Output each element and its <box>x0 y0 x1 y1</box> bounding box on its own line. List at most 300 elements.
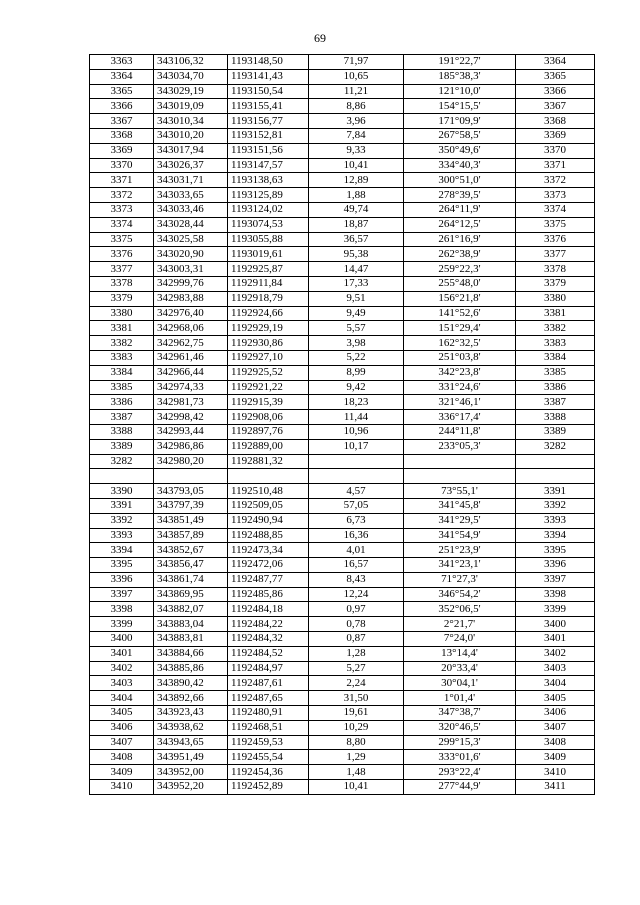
y-coordinate-cell: 1193155,41 <box>228 99 309 114</box>
point-number-cell: 3389 <box>90 439 154 454</box>
distance-cell: 0,87 <box>309 632 404 647</box>
table-row <box>90 602 595 617</box>
point-number-cell: 3403 <box>90 676 154 691</box>
distance-cell: 2,24 <box>309 676 404 691</box>
y-coordinate-cell: 1192918,79 <box>228 291 309 306</box>
distance-cell: 1,88 <box>309 188 404 203</box>
table-row <box>90 617 595 632</box>
bearing-cell: 13°14,4' <box>404 646 516 661</box>
next-point-cell: 3398 <box>516 587 595 602</box>
bearing-cell: 264°12,5' <box>404 217 516 232</box>
point-number-cell: 3364 <box>90 69 154 84</box>
point-number-cell: 3398 <box>90 602 154 617</box>
y-coordinate-cell: 1192487,77 <box>228 572 309 587</box>
x-coordinate-cell: 343869,95 <box>154 587 228 602</box>
x-coordinate-cell: 343885,86 <box>154 661 228 676</box>
point-number-cell: 3377 <box>90 262 154 277</box>
next-point-cell: 3381 <box>516 306 595 321</box>
coordinates-table-body <box>90 55 595 795</box>
x-coordinate-cell: 343852,67 <box>154 543 228 558</box>
next-point-cell: 3387 <box>516 395 595 410</box>
x-coordinate-cell: 343010,20 <box>154 128 228 143</box>
point-number-cell: 3396 <box>90 572 154 587</box>
distance-cell: 1,48 <box>309 765 404 780</box>
x-coordinate-cell: 342968,06 <box>154 321 228 336</box>
y-coordinate-cell: 1192484,52 <box>228 646 309 661</box>
x-coordinate-cell: 343017,94 <box>154 143 228 158</box>
table-row <box>90 410 595 425</box>
table-row <box>90 720 595 735</box>
y-coordinate-cell: 1192911,84 <box>228 276 309 291</box>
distance-cell: 49,74 <box>309 202 404 217</box>
point-number-cell: 3385 <box>90 380 154 395</box>
point-number-cell: 3380 <box>90 306 154 321</box>
x-coordinate-cell: 343797,39 <box>154 498 228 513</box>
next-point-cell <box>516 454 595 469</box>
next-point-cell: 3282 <box>516 439 595 454</box>
bearing-cell: 341°29,5' <box>404 513 516 528</box>
point-number-cell: 3374 <box>90 217 154 232</box>
table-row <box>90 735 595 750</box>
bearing-cell <box>404 454 516 469</box>
point-number-cell: 3390 <box>90 484 154 499</box>
point-number-cell: 3282 <box>90 454 154 469</box>
bearing-cell: 341°54,9' <box>404 528 516 543</box>
distance-cell: 10,96 <box>309 424 404 439</box>
bearing-cell: 255°48,0' <box>404 276 516 291</box>
distance-cell: 8,86 <box>309 99 404 114</box>
next-point-cell: 3394 <box>516 528 595 543</box>
y-coordinate-cell: 1192484,32 <box>228 632 309 647</box>
point-number-cell: 3400 <box>90 632 154 647</box>
bearing-cell: 233°05,3' <box>404 439 516 454</box>
bearing-cell: 321°46,1' <box>404 395 516 410</box>
distance-cell: 36,57 <box>309 232 404 247</box>
bearing-cell: 1°01,4' <box>404 691 516 706</box>
x-coordinate-cell: 342966,44 <box>154 365 228 380</box>
x-coordinate-cell: 342980,20 <box>154 454 228 469</box>
bearing-cell: 251°23,9' <box>404 543 516 558</box>
bearing-cell: 154°15,5' <box>404 99 516 114</box>
x-coordinate-cell: 343020,90 <box>154 247 228 262</box>
table-row <box>90 513 595 528</box>
next-point-cell: 3384 <box>516 350 595 365</box>
x-coordinate-cell: 342961,46 <box>154 350 228 365</box>
y-coordinate-cell: 1193152,81 <box>228 128 309 143</box>
x-coordinate-cell: 343033,65 <box>154 188 228 203</box>
page-number: 69 <box>314 31 326 45</box>
table-row <box>90 424 595 439</box>
table-row <box>90 99 595 114</box>
x-coordinate-cell: 343106,32 <box>154 55 228 70</box>
x-coordinate-cell: 343793,05 <box>154 484 228 499</box>
x-coordinate-cell: 343943,65 <box>154 735 228 750</box>
table-row <box>90 439 595 454</box>
distance-cell <box>309 454 404 469</box>
table-row <box>90 498 595 513</box>
table-row <box>90 306 595 321</box>
point-number-cell: 3395 <box>90 558 154 573</box>
next-point-cell: 3375 <box>516 217 595 232</box>
y-coordinate-cell: 1193125,89 <box>228 188 309 203</box>
table-row <box>90 350 595 365</box>
bearing-cell: 2°21,7' <box>404 617 516 632</box>
x-coordinate-cell: 343890,42 <box>154 676 228 691</box>
point-number-cell: 3371 <box>90 173 154 188</box>
distance-cell: 11,21 <box>309 84 404 99</box>
y-coordinate-cell: 1192509,05 <box>228 498 309 513</box>
x-coordinate-cell: 343856,47 <box>154 558 228 573</box>
table-row <box>90 484 595 499</box>
distance-cell: 10,41 <box>309 158 404 173</box>
x-coordinate-cell: 342981,73 <box>154 395 228 410</box>
y-coordinate-cell: 1192480,91 <box>228 706 309 721</box>
next-point-cell: 3399 <box>516 602 595 617</box>
x-coordinate-cell: 343952,20 <box>154 780 228 795</box>
x-coordinate-cell: 343951,49 <box>154 750 228 765</box>
bearing-cell: 261°16,9' <box>404 232 516 247</box>
table-row <box>90 69 595 84</box>
x-coordinate-cell: 342998,42 <box>154 410 228 425</box>
x-coordinate-cell: 343028,44 <box>154 217 228 232</box>
x-coordinate-cell: 342999,76 <box>154 276 228 291</box>
next-point-cell <box>516 469 595 484</box>
next-point-cell: 3371 <box>516 158 595 173</box>
y-coordinate-cell: 1193141,43 <box>228 69 309 84</box>
next-point-cell: 3372 <box>516 173 595 188</box>
table-row <box>90 676 595 691</box>
table-row <box>90 380 595 395</box>
table-row <box>90 143 595 158</box>
table-row <box>90 321 595 336</box>
table-row <box>90 765 595 780</box>
bearing-cell: 7°24,0' <box>404 632 516 647</box>
y-coordinate-cell: 1192930,86 <box>228 336 309 351</box>
x-coordinate-cell: 343884,66 <box>154 646 228 661</box>
x-coordinate-cell: 343952,00 <box>154 765 228 780</box>
next-point-cell: 3369 <box>516 128 595 143</box>
point-number-cell: 3375 <box>90 232 154 247</box>
bearing-cell: 299°15,3' <box>404 735 516 750</box>
next-point-cell: 3378 <box>516 262 595 277</box>
y-coordinate-cell: 1192472,06 <box>228 558 309 573</box>
bearing-cell: 264°11,9' <box>404 202 516 217</box>
bearing-cell: 71°27,3' <box>404 572 516 587</box>
next-point-cell: 3393 <box>516 513 595 528</box>
y-coordinate-cell: 1192487,61 <box>228 676 309 691</box>
y-coordinate-cell: 1192484,18 <box>228 602 309 617</box>
x-coordinate-cell: 343861,74 <box>154 572 228 587</box>
distance-cell: 17,33 <box>309 276 404 291</box>
bearing-cell: 267°58,5' <box>404 128 516 143</box>
next-point-cell: 3408 <box>516 735 595 750</box>
y-coordinate-cell: 1192468,51 <box>228 720 309 735</box>
y-coordinate-cell: 1192510,48 <box>228 484 309 499</box>
table-row <box>90 454 595 469</box>
point-number-cell: 3376 <box>90 247 154 262</box>
x-coordinate-cell: 342962,75 <box>154 336 228 351</box>
table-row <box>90 632 595 647</box>
table-row <box>90 572 595 587</box>
y-coordinate-cell: 1193074,53 <box>228 217 309 232</box>
distance-cell: 11,44 <box>309 410 404 425</box>
bearing-cell: 278°39,5' <box>404 188 516 203</box>
x-coordinate-cell: 342976,40 <box>154 306 228 321</box>
y-coordinate-cell: 1192927,10 <box>228 350 309 365</box>
distance-cell: 0,78 <box>309 617 404 632</box>
table-row <box>90 158 595 173</box>
distance-cell: 19,61 <box>309 706 404 721</box>
bearing-cell: 333°01,6' <box>404 750 516 765</box>
distance-cell: 9,42 <box>309 380 404 395</box>
coordinates-table <box>89 54 595 795</box>
distance-cell: 5,22 <box>309 350 404 365</box>
point-number-cell: 3363 <box>90 55 154 70</box>
point-number-cell: 3408 <box>90 750 154 765</box>
point-number-cell: 3410 <box>90 780 154 795</box>
y-coordinate-cell: 1192925,87 <box>228 262 309 277</box>
distance-cell: 95,38 <box>309 247 404 262</box>
next-point-cell: 3400 <box>516 617 595 632</box>
distance-cell: 12,24 <box>309 587 404 602</box>
y-coordinate-cell: 1192484,22 <box>228 617 309 632</box>
bearing-cell: 336°17,4' <box>404 410 516 425</box>
table-row <box>90 247 595 262</box>
x-coordinate-cell: 343892,66 <box>154 691 228 706</box>
bearing-cell: 73°55,1' <box>404 484 516 499</box>
x-coordinate-cell: 342993,44 <box>154 424 228 439</box>
next-point-cell: 3365 <box>516 69 595 84</box>
bearing-cell <box>404 469 516 484</box>
y-coordinate-cell: 1193147,57 <box>228 158 309 173</box>
next-point-cell: 3364 <box>516 55 595 70</box>
bearing-cell: 185°38,3' <box>404 69 516 84</box>
point-number-cell: 3394 <box>90 543 154 558</box>
y-coordinate-cell: 1192924,66 <box>228 306 309 321</box>
table-row <box>90 646 595 661</box>
table-row <box>90 750 595 765</box>
table-row <box>90 262 595 277</box>
point-number-cell: 3404 <box>90 691 154 706</box>
bearing-cell: 156°21,8' <box>404 291 516 306</box>
next-point-cell: 3409 <box>516 750 595 765</box>
table-row <box>90 661 595 676</box>
point-number-cell: 3368 <box>90 128 154 143</box>
x-coordinate-cell: 342983,88 <box>154 291 228 306</box>
y-coordinate-cell: 1192484,97 <box>228 661 309 676</box>
table-row <box>90 587 595 602</box>
distance-cell: 5,27 <box>309 661 404 676</box>
table-row <box>90 780 595 795</box>
table-row <box>90 395 595 410</box>
point-number-cell: 3392 <box>90 513 154 528</box>
distance-cell <box>309 469 404 484</box>
bearing-cell: 320°46,5' <box>404 720 516 735</box>
distance-cell: 5,57 <box>309 321 404 336</box>
distance-cell: 1,29 <box>309 750 404 765</box>
next-point-cell: 3395 <box>516 543 595 558</box>
table-row <box>90 232 595 247</box>
next-point-cell: 3391 <box>516 484 595 499</box>
next-point-cell: 3366 <box>516 84 595 99</box>
x-coordinate-cell: 343003,31 <box>154 262 228 277</box>
next-point-cell: 3376 <box>516 232 595 247</box>
bearing-cell: 331°24,6' <box>404 380 516 395</box>
table-row <box>90 217 595 232</box>
distance-cell: 10,65 <box>309 69 404 84</box>
bearing-cell: 262°38,9' <box>404 247 516 262</box>
distance-cell: 16,36 <box>309 528 404 543</box>
x-coordinate-cell: 343034,70 <box>154 69 228 84</box>
point-number-cell: 3373 <box>90 202 154 217</box>
next-point-cell: 3373 <box>516 188 595 203</box>
distance-cell: 3,96 <box>309 114 404 129</box>
distance-cell: 3,98 <box>309 336 404 351</box>
distance-cell: 8,80 <box>309 735 404 750</box>
distance-cell: 71,97 <box>309 55 404 70</box>
next-point-cell: 3410 <box>516 765 595 780</box>
next-point-cell: 3374 <box>516 202 595 217</box>
bearing-cell: 342°23,8' <box>404 365 516 380</box>
distance-cell: 4,57 <box>309 484 404 499</box>
table-row <box>90 276 595 291</box>
next-point-cell: 3380 <box>516 291 595 306</box>
table-row <box>90 543 595 558</box>
distance-cell: 12,89 <box>309 173 404 188</box>
point-number-cell <box>90 469 154 484</box>
distance-cell: 18,23 <box>309 395 404 410</box>
distance-cell: 57,05 <box>309 498 404 513</box>
point-number-cell: 3379 <box>90 291 154 306</box>
y-coordinate-cell: 1193124,02 <box>228 202 309 217</box>
next-point-cell: 3403 <box>516 661 595 676</box>
point-number-cell: 3378 <box>90 276 154 291</box>
point-number-cell: 3372 <box>90 188 154 203</box>
y-coordinate-cell: 1193151,56 <box>228 143 309 158</box>
point-number-cell: 3393 <box>90 528 154 543</box>
next-point-cell: 3389 <box>516 424 595 439</box>
x-coordinate-cell: 343882,07 <box>154 602 228 617</box>
x-coordinate-cell <box>154 469 228 484</box>
distance-cell: 10,29 <box>309 720 404 735</box>
distance-cell: 14,47 <box>309 262 404 277</box>
table-spacer-row <box>90 469 595 484</box>
point-number-cell: 3391 <box>90 498 154 513</box>
y-coordinate-cell: 1193055,88 <box>228 232 309 247</box>
x-coordinate-cell: 343033,46 <box>154 202 228 217</box>
x-coordinate-cell: 343025,58 <box>154 232 228 247</box>
next-point-cell: 3401 <box>516 632 595 647</box>
next-point-cell: 3411 <box>516 780 595 795</box>
x-coordinate-cell: 342974,33 <box>154 380 228 395</box>
x-coordinate-cell: 343029,19 <box>154 84 228 99</box>
x-coordinate-cell: 343031,71 <box>154 173 228 188</box>
point-number-cell: 3402 <box>90 661 154 676</box>
y-coordinate-cell: 1192459,53 <box>228 735 309 750</box>
next-point-cell: 3407 <box>516 720 595 735</box>
next-point-cell: 3396 <box>516 558 595 573</box>
y-coordinate-cell: 1193148,50 <box>228 55 309 70</box>
point-number-cell: 3401 <box>90 646 154 661</box>
point-number-cell: 3406 <box>90 720 154 735</box>
next-point-cell: 3382 <box>516 321 595 336</box>
bearing-cell: 259°22,3' <box>404 262 516 277</box>
point-number-cell: 3388 <box>90 424 154 439</box>
y-coordinate-cell: 1192473,34 <box>228 543 309 558</box>
bearing-cell: 347°38,7' <box>404 706 516 721</box>
point-number-cell: 3367 <box>90 114 154 129</box>
distance-cell: 6,73 <box>309 513 404 528</box>
bearing-cell: 341°45,8' <box>404 498 516 513</box>
bearing-cell: 277°44,9' <box>404 780 516 795</box>
next-point-cell: 3404 <box>516 676 595 691</box>
table-row <box>90 202 595 217</box>
distance-cell: 9,49 <box>309 306 404 321</box>
y-coordinate-cell: 1192454,36 <box>228 765 309 780</box>
point-number-cell: 3384 <box>90 365 154 380</box>
next-point-cell: 3397 <box>516 572 595 587</box>
y-coordinate-cell: 1193019,61 <box>228 247 309 262</box>
bearing-cell: 244°11,8' <box>404 424 516 439</box>
y-coordinate-cell: 1192908,06 <box>228 410 309 425</box>
point-number-cell: 3399 <box>90 617 154 632</box>
point-number-cell: 3386 <box>90 395 154 410</box>
bearing-cell: 30°04,1' <box>404 676 516 691</box>
point-number-cell: 3407 <box>90 735 154 750</box>
y-coordinate-cell: 1193138,63 <box>228 173 309 188</box>
table-row <box>90 128 595 143</box>
table-row <box>90 55 595 70</box>
table-row <box>90 173 595 188</box>
y-coordinate-cell: 1192925,52 <box>228 365 309 380</box>
next-point-cell: 3385 <box>516 365 595 380</box>
next-point-cell: 3368 <box>516 114 595 129</box>
point-number-cell: 3365 <box>90 84 154 99</box>
bearing-cell: 121°10,0' <box>404 84 516 99</box>
distance-cell: 16,57 <box>309 558 404 573</box>
next-point-cell: 3405 <box>516 691 595 706</box>
x-coordinate-cell: 342986,86 <box>154 439 228 454</box>
distance-cell: 31,50 <box>309 691 404 706</box>
y-coordinate-cell: 1192921,22 <box>228 380 309 395</box>
point-number-cell: 3387 <box>90 410 154 425</box>
distance-cell: 4,01 <box>309 543 404 558</box>
x-coordinate-cell: 343019,09 <box>154 99 228 114</box>
next-point-cell: 3406 <box>516 706 595 721</box>
x-coordinate-cell: 343857,89 <box>154 528 228 543</box>
y-coordinate-cell: 1192897,76 <box>228 424 309 439</box>
y-coordinate-cell: 1192455,54 <box>228 750 309 765</box>
bearing-cell: 300°51,0' <box>404 173 516 188</box>
point-number-cell: 3370 <box>90 158 154 173</box>
y-coordinate-cell: 1193156,77 <box>228 114 309 129</box>
distance-cell: 10,41 <box>309 780 404 795</box>
table-row <box>90 706 595 721</box>
point-number-cell: 3382 <box>90 336 154 351</box>
bearing-cell: 251°03,8' <box>404 350 516 365</box>
bearing-cell: 293°22,4' <box>404 765 516 780</box>
point-number-cell: 3383 <box>90 350 154 365</box>
y-coordinate-cell: 1192487,65 <box>228 691 309 706</box>
table-row <box>90 365 595 380</box>
next-point-cell: 3402 <box>516 646 595 661</box>
x-coordinate-cell: 343883,04 <box>154 617 228 632</box>
next-point-cell: 3377 <box>516 247 595 262</box>
distance-cell: 10,17 <box>309 439 404 454</box>
point-number-cell: 3366 <box>90 99 154 114</box>
next-point-cell: 3367 <box>516 99 595 114</box>
point-number-cell: 3405 <box>90 706 154 721</box>
